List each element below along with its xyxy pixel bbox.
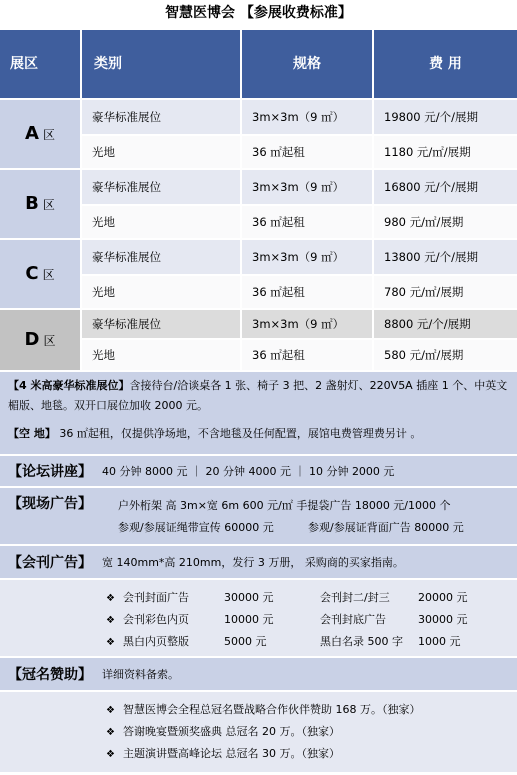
price: 1000 元: [418, 635, 461, 648]
space-note: 【空 地】 36 ㎡起租，仅提供净场地，不含地毯及任何配置，展馆电费管理费另计 。: [8, 427, 422, 440]
sponsor-text: 详细资料备索。: [102, 668, 179, 681]
list-item: ❖ 会刊封面广告: [106, 591, 189, 604]
journal-ads-section: [0, 546, 517, 578]
zone-d-row2-type: 光地: [82, 340, 240, 370]
journal-ads-list: [0, 580, 517, 656]
diamond-bullet-icon: ❖: [106, 749, 115, 760]
price: 10000 元: [224, 613, 274, 626]
zone-b-row1-fee: 16800 元/个/展期: [374, 170, 517, 204]
diamond-bullet-icon: ❖: [106, 727, 115, 738]
diamond-bullet-icon: ❖: [106, 615, 115, 626]
sponsor-list: [0, 692, 517, 772]
zone-b-row2-fee: 980 元/㎡/展期: [374, 206, 517, 238]
zone-b-row1-type: 豪华标准展位: [82, 170, 240, 204]
zone-b-row2-spec: 36 ㎡起租: [242, 206, 372, 238]
price: 5000 元: [224, 635, 267, 648]
zone-a-row1-spec: 3m×3m（9 ㎡）: [242, 100, 372, 134]
zone-a-row1-fee: 19800 元/个/展期: [374, 100, 517, 134]
zone-c-row2-spec: 36 ㎡起租: [242, 276, 372, 308]
journal-ads-text: 宽 140mm*高 210mm，发行 3 万册， 采购商的买家指南。: [102, 556, 404, 569]
diamond-bullet-icon: ❖: [106, 593, 115, 604]
price: 30000 元: [224, 591, 274, 604]
zone-d-label: D区: [0, 310, 80, 370]
header-spec: 规格: [242, 30, 372, 98]
price: 20000 元: [418, 591, 468, 604]
booth-note: 【4 米高豪华标准展位】含接待台/洽谈桌各 1 张、椅子 3 把、2 盏射灯、220V5A 插座 1 个、中英文楣版、地毯。双开口展位加收 2000 元。: [8, 379, 508, 412]
list-item: ❖ 智慧医博会全程总冠名暨战略合作伙伴赞助 168 万。（独家）: [106, 703, 421, 716]
forum-text: 40 分钟 8000 元 ｜ 20 分钟 4000 元 ｜ 10 分钟 2000 元: [102, 465, 395, 478]
zone-b-row1-spec: 3m×3m（9 ㎡）: [242, 170, 372, 204]
zone-a-row2-fee: 1180 元/㎡/展期: [374, 136, 517, 168]
header-type: 类别: [82, 30, 240, 98]
zone-d-row1-fee: 8800 元/个/展期: [374, 310, 517, 338]
zone-d-row1-type: 豪华标准展位: [82, 310, 240, 338]
sponsor-section: [0, 658, 517, 690]
zone-c-row2-fee: 780 元/㎡/展期: [374, 276, 517, 308]
zone-c-row1-type: 豪华标准展位: [82, 240, 240, 274]
onsite-ads-line2b: 参观/参展证背面广告 80000 元: [308, 521, 464, 534]
list-item: ❖ 答谢晚宴暨颁奖盛典 总冠名 20 万。（独家）: [106, 725, 340, 738]
zone-c-row1-spec: 3m×3m（9 ㎡）: [242, 240, 372, 274]
zone-b-label: B区: [0, 170, 80, 238]
zone-a-row2-spec: 36 ㎡起租: [242, 136, 372, 168]
list-item: ❖ 黑白内页整版: [106, 635, 189, 648]
onsite-ads-line2a: 参观/参展证绳带宣传 60000 元: [118, 521, 274, 534]
onsite-ads-line1: 户外桁架 高 3m×宽 6m 600 元/㎡ 手提袋广告 18000 元/1000 个: [118, 499, 451, 512]
list-item: ❖ 主题演讲暨高峰论坛 总冠名 30 万。（独家）: [106, 747, 340, 760]
zone-c-label: C区: [0, 240, 80, 308]
zone-a-row1-type: 豪华标准展位: [82, 100, 240, 134]
list-item: 会刊封底广告: [320, 613, 386, 626]
zone-b-row2-type: 光地: [82, 206, 240, 238]
zone-d-row2-spec: 36 ㎡起租: [242, 340, 372, 370]
list-item: ❖ 会刊彩色内页: [106, 613, 189, 626]
header-fee: 费 用: [374, 30, 517, 98]
journal-ads-heading: 【会刊广告】: [8, 555, 92, 571]
forum-heading: 【论坛讲座】: [8, 464, 92, 480]
onsite-ads-heading: 【现场广告】: [8, 496, 92, 512]
header-zone: 展区: [0, 30, 80, 98]
list-item: 会刊封二/封三: [320, 591, 390, 604]
zone-d-row2-fee: 580 元/㎡/展期: [374, 340, 517, 370]
zone-c-row2-type: 光地: [82, 276, 240, 308]
page-title: 智慧医博会 【参展收费标准】: [165, 5, 352, 21]
zone-c-row1-fee: 13800 元/个/展期: [374, 240, 517, 274]
notes-band: [0, 372, 517, 454]
zone-a-label: A区: [0, 100, 80, 168]
sponsor-heading: 【冠名赞助】: [8, 667, 92, 683]
diamond-bullet-icon: ❖: [106, 637, 115, 648]
onsite-ads-section: [0, 488, 517, 544]
list-item: 黑白名录 500 字: [320, 635, 403, 648]
forum-section: [0, 456, 517, 486]
zone-a-row2-type: 光地: [82, 136, 240, 168]
diamond-bullet-icon: ❖: [106, 705, 115, 716]
price: 30000 元: [418, 613, 468, 626]
zone-d-row1-spec: 3m×3m（9 ㎡）: [242, 310, 372, 338]
